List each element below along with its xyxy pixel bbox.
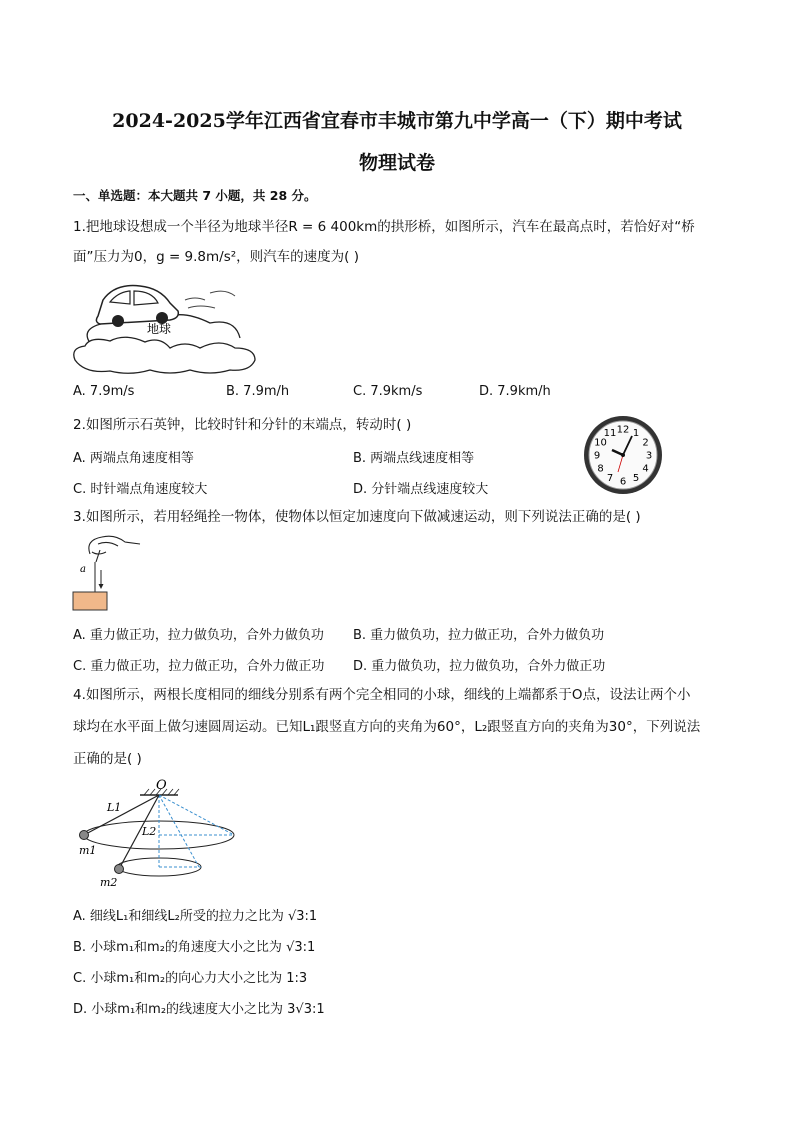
clock-numeral: 2 <box>642 437 649 449</box>
m2-label: m2 <box>100 876 118 889</box>
q1-stem-line2: 面”压力为0，g = 9.8m/s²，则汽车的速度为( ) <box>73 249 359 265</box>
q4-stem-line3: 正确的是( ) <box>73 751 142 767</box>
q3-stem: 3.如图所示，若用轻绳拴一物体，使物体以恒定加速度向下做减速运动，则下列说法正确的是( ) <box>73 509 641 525</box>
clock-numeral: 3 <box>645 450 653 462</box>
m1-label: m1 <box>79 844 97 857</box>
l1-label: L1 <box>107 801 122 814</box>
clock-numeral: 4 <box>642 463 649 475</box>
quartz-clock-figure <box>582 414 664 496</box>
clock-numeral: 8 <box>597 463 604 475</box>
q4-option-d[interactable]: D. 小球m₁和m₂的线速度大小之比为 3√3:1 <box>73 1002 325 1017</box>
q2-option-a[interactable]: A. 两端点角速度相等 <box>73 451 194 466</box>
clock-numeral: 11 <box>603 428 617 439</box>
q3-option-c[interactable]: C. 重力做正功，拉力做正功，合外力做正功 <box>73 659 325 674</box>
q2-option-b[interactable]: B. 两端点线速度相等 <box>353 451 475 466</box>
exam-title: 2024-2025学年江西省宜春市丰城市第九中学高一（下）期中考试 <box>112 110 682 132</box>
q1-stem-line1: 1.把地球设想成一个半径为地球半径R = 6 400km的拱形桥，如图所示，汽车在最高点时，若恰好对“桥 <box>73 219 695 235</box>
q2-option-c[interactable]: C. 时针端点角速度较大 <box>73 482 208 497</box>
acceleration-label: a <box>80 564 86 575</box>
earth-label: 地球 <box>147 322 172 336</box>
q2-option-d[interactable]: D. 分针端点线速度较大 <box>353 482 489 497</box>
clock-numeral: 10 <box>594 437 607 449</box>
q3-option-b[interactable]: B. 重力做负功，拉力做正功，合外力做负功 <box>353 628 605 643</box>
section-heading: 一、单选题：本大题共 7 小题，共 28 分。 <box>73 188 317 203</box>
q4-option-a[interactable]: A. 细线L₁和细线L₂所受的拉力之比为 √3:1 <box>73 909 318 924</box>
q4-stem-line1: 4.如图所示，两根长度相同的细线分别系有两个完全相同的小球，细线的上端都系于O点，设法让两个小 <box>73 687 691 703</box>
clock-numeral: 12 <box>616 424 630 436</box>
clock-numeral: 6 <box>619 476 627 488</box>
q4-option-b[interactable]: B. 小球m₁和m₂的角速度大小之比为 √3:1 <box>73 940 316 955</box>
point-o-label: O <box>156 778 167 793</box>
l2-label: L2 <box>142 825 157 838</box>
exam-subtitle: 物理试卷 <box>358 152 435 174</box>
earth-car-figure <box>70 278 260 376</box>
clock-numeral: 5 <box>632 473 640 484</box>
conical-pendulum-figure <box>74 775 244 890</box>
clock-numeral: 9 <box>593 450 601 462</box>
q4-stem-line2: 球均在水平面上做匀速圆周运动。已知L₁跟竖直方向的夹角为60°，L₂跟竖直方向的夹角为30°，下列说法 <box>73 719 701 735</box>
q1-option-d[interactable]: D. 7.9km/h <box>479 384 551 399</box>
rope-block-figure <box>70 532 150 614</box>
q4-option-c[interactable]: C. 小球m₁和m₂的向心力大小之比为 1:3 <box>73 971 308 986</box>
q1-option-c[interactable]: C. 7.9km/s <box>353 384 423 399</box>
clock-numeral: 1 <box>632 428 640 439</box>
clock-numeral: 7 <box>606 473 614 484</box>
q1-option-a[interactable]: A. 7.9m/s <box>73 384 135 399</box>
q3-option-a[interactable]: A. 重力做正功，拉力做负功，合外力做负功 <box>73 628 324 643</box>
q2-stem: 2.如图所示石英钟，比较时针和分针的末端点，转动时( ) <box>73 417 412 433</box>
q3-option-d[interactable]: D. 重力做负功，拉力做负功，合外力做正功 <box>353 659 606 674</box>
q1-option-b[interactable]: B. 7.9m/h <box>226 384 290 399</box>
